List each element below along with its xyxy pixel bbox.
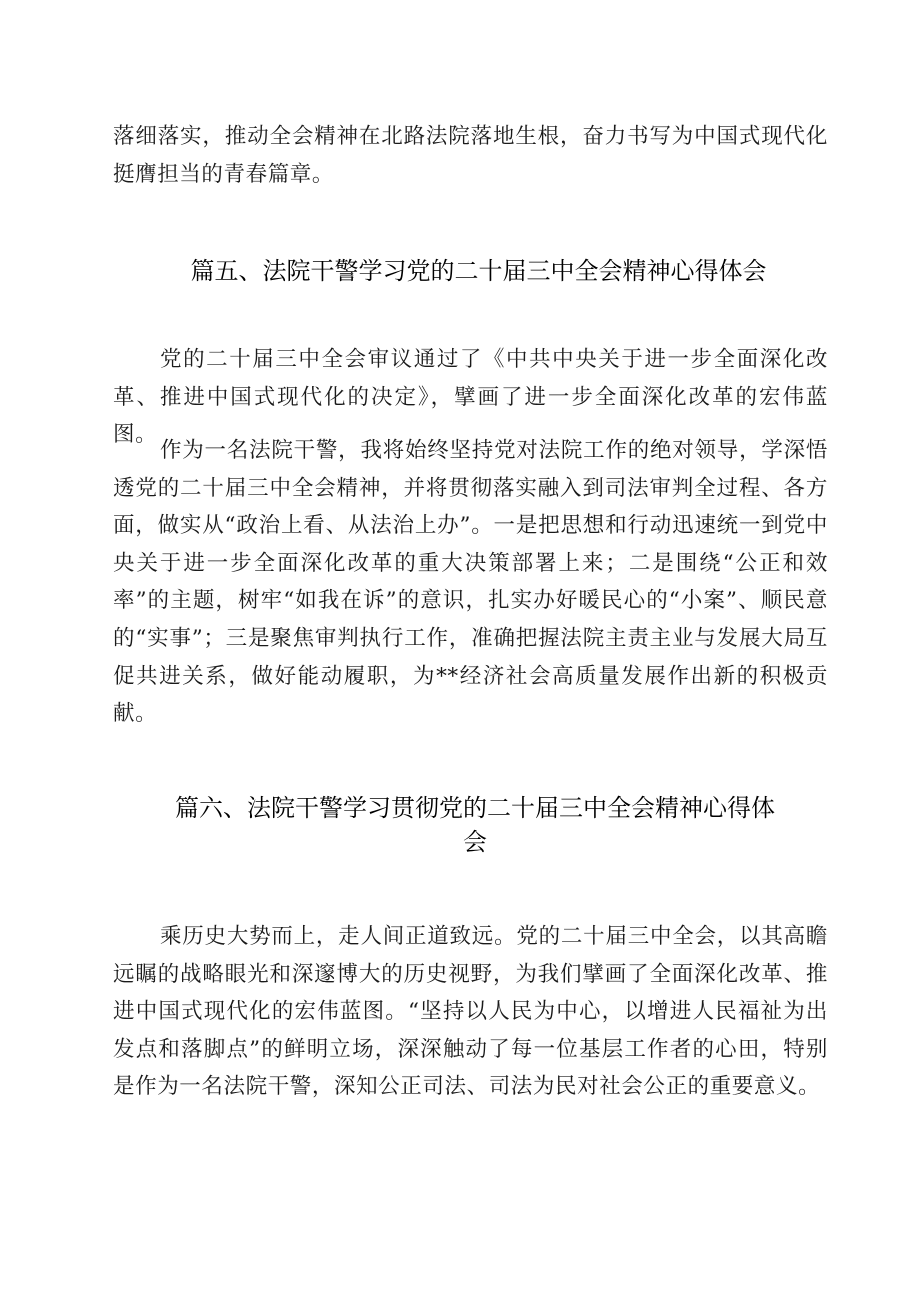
- continuation-paragraph: 落细落实，推动全会精神在北路法院落地生根，奋力书写为中国式现代化挺膺担当的青春篇章。: [113, 124, 828, 187]
- section5-heading: 篇五、法院干警学习党的二十届三中全会精神心得体会: [190, 257, 767, 285]
- section6-heading-line-2: 会: [463, 828, 487, 856]
- section5-paragraph-2: 作为一名法院干警，我将始终坚持党对法院工作的绝对领导，学深悟透党的二十届三中全会精神，并将贯彻落实融入到司法审判全过程、各方面，做实从“政治上看、从法治上办”。一是把思想和行动迅速统一到党中央关于进一步全面深化改革的重大决策部署上来；二是围绕“公正和效率”的主题，树牢“如我在诉”的意识，扎实办好暖民心的“小案”、顺民意的“实事”；三是聚焦审判执行工作，准确把握法院主责主业与发展大局互促共进关系，做好能动履职，为**经济社会高质量发展作出新的积极贡献。: [113, 438, 828, 727]
- section6-heading-line-1: 篇六、法院干警学习贯彻党的二十届三中全会精神心得体: [175, 794, 775, 822]
- section5-paragraph-1: 党的二十届三中全会审议通过了《中共中央关于进一步全面深化改革、推进中国式现代化的决定》，擘画了进一步全面深化改革的宏伟蓝图。: [113, 347, 828, 448]
- section6-paragraph-1: 乘历史大势而上，走人间正道致远。党的二十届三中全会，以其高瞻远瞩的战略眼光和深邃博大的历史视野，为我们擘画了全面深化改革、推进中国式现代化的宏伟蓝图。“坚持以人民为中心，以增进人民福祉为出发点和落脚点”的鲜明立场，深深触动了每一位基层工作者的心田，特别是作为一名法院干警，深知公正司法、司法为民对社会公正的重要意义。: [113, 924, 828, 1100]
